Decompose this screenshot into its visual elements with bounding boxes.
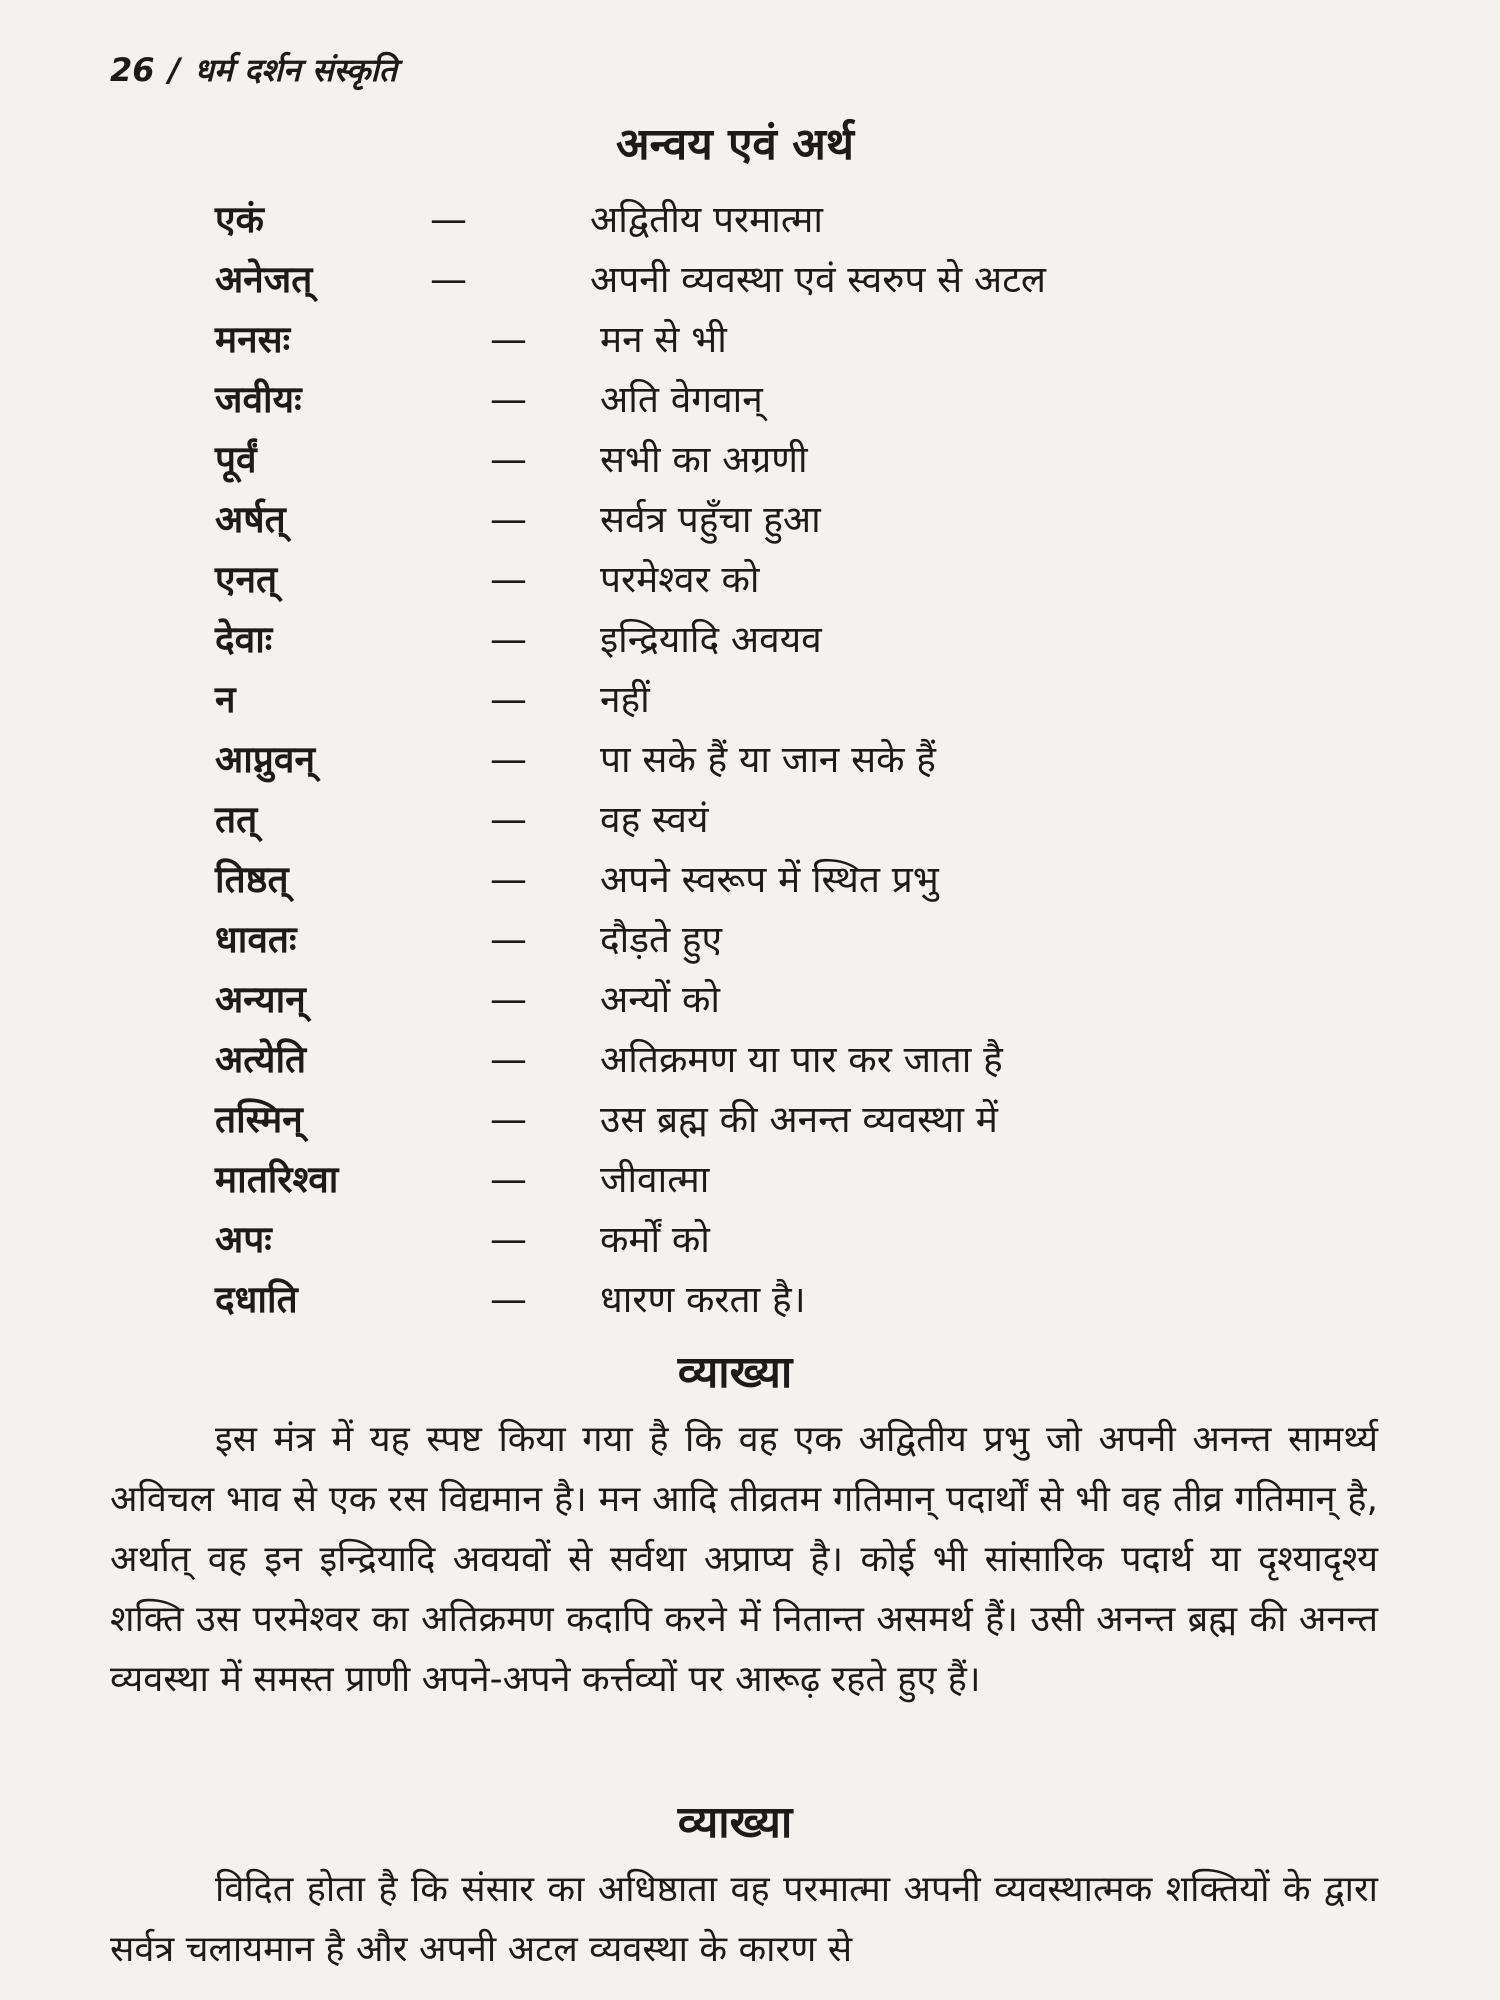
- gloss-row: [215, 970, 1215, 1030]
- gloss-row: [215, 910, 1215, 970]
- gloss-term: दधाति: [215, 1278, 298, 1321]
- gloss-term: मातरिश्वा: [215, 1158, 339, 1201]
- explanation-heading-2: व्याख्या: [677, 1797, 793, 1848]
- gloss-dash: —: [490, 1098, 527, 1141]
- gloss-term: देवाः: [215, 618, 273, 661]
- gloss-dash: —: [490, 498, 527, 541]
- gloss-term: आप्नुवन्: [215, 738, 315, 781]
- gloss-row: [215, 490, 1215, 550]
- gloss-dash: —: [430, 258, 467, 301]
- gloss-row: [215, 1150, 1215, 1210]
- gloss-dash: —: [490, 618, 527, 661]
- gloss-row: [215, 370, 1215, 430]
- gloss-meaning: अतिक्रमण या पार कर जाता है: [600, 1038, 1003, 1081]
- gloss-term: तत्: [215, 798, 258, 841]
- gloss-meaning: परमेश्वर को: [600, 558, 760, 601]
- gloss-dash: —: [490, 858, 527, 901]
- gloss-row: [215, 850, 1215, 910]
- gloss-dash: —: [490, 918, 527, 961]
- gloss-meaning: अन्यों को: [600, 978, 720, 1021]
- gloss-meaning: कर्मों को: [600, 1218, 710, 1261]
- gloss-row: [215, 1030, 1215, 1090]
- gloss-term: पूर्वं: [215, 438, 257, 481]
- gloss-dash: —: [490, 798, 527, 841]
- gloss-dash: —: [490, 678, 527, 721]
- gloss-meaning: अति वेगवान्: [600, 378, 763, 421]
- gloss-dash: —: [490, 438, 527, 481]
- gloss-meaning: अद्वितीय परमात्मा: [590, 198, 823, 241]
- page-number: 26: [110, 51, 155, 89]
- gloss-meaning: इन्द्रियादि अवयव: [600, 618, 822, 661]
- gloss-list: [215, 190, 1215, 1330]
- gloss-meaning: दौड़ते हुए: [600, 918, 722, 961]
- gloss-meaning: अपनी व्यवस्था एवं स्वरुप से अटल: [590, 258, 1046, 301]
- gloss-term: न: [215, 678, 236, 721]
- gloss-term: अत्येति: [215, 1038, 307, 1081]
- explanation-heading-1: व्याख्या: [677, 1347, 793, 1398]
- gloss-term: अर्षत्: [215, 498, 286, 541]
- running-head: [110, 48, 397, 91]
- running-head-separator: /: [168, 51, 181, 89]
- gloss-term: अन्यान्: [215, 978, 306, 1021]
- explanation-paragraph-2: विदित होता है कि संसार का अधिष्ठाता वह परमात्मा अपनी व्यवस्थात्मक शक्तियों के द्वारा सर्वत्र चलायमान है और अपनी अटल व्यवस्था के कारण से: [110, 1869, 1378, 1970]
- gloss-meaning: मन से भी: [600, 318, 727, 361]
- gloss-meaning: वह स्वयं: [600, 798, 709, 841]
- gloss-dash: —: [430, 198, 467, 241]
- gloss-term: तिष्ठत्: [215, 858, 289, 901]
- gloss-row: [215, 610, 1215, 670]
- gloss-term: अपः: [215, 1218, 272, 1261]
- gloss-term: एकं: [215, 198, 264, 241]
- gloss-term: अनेजत्: [215, 258, 313, 301]
- gloss-row: [215, 790, 1215, 850]
- gloss-term: जवीयः: [215, 378, 302, 421]
- gloss-dash: —: [490, 1038, 527, 1081]
- gloss-dash: —: [490, 1158, 527, 1201]
- gloss-meaning: जीवात्मा: [600, 1158, 710, 1201]
- gloss-meaning: अपने स्वरूप में स्थित प्रभु: [600, 858, 939, 901]
- gloss-row: [215, 430, 1215, 490]
- gloss-row: [215, 730, 1215, 790]
- book-title: धर्म दर्शन संस्कृति: [194, 51, 398, 89]
- gloss-row: [215, 1270, 1215, 1330]
- gloss-dash: —: [490, 558, 527, 601]
- gloss-term: तस्मिन्: [215, 1098, 303, 1141]
- gloss-dash: —: [490, 738, 527, 781]
- gloss-meaning: सर्वत्र पहुँचा हुआ: [600, 498, 821, 541]
- gloss-meaning: धारण करता है।: [600, 1278, 806, 1321]
- gloss-dash: —: [490, 378, 527, 421]
- gloss-row: [215, 1210, 1215, 1270]
- gloss-meaning: सभी का अग्रणी: [600, 438, 808, 481]
- gloss-dash: —: [490, 318, 527, 361]
- gloss-term: मनसः: [215, 318, 291, 361]
- gloss-row: [215, 670, 1215, 730]
- section-title: अन्वय एवं अर्थ: [616, 119, 854, 170]
- gloss-row: [215, 250, 1215, 310]
- gloss-meaning: पा सके हैं या जान सके हैं: [600, 738, 936, 781]
- gloss-term: धावतः: [215, 918, 297, 961]
- gloss-row: [215, 310, 1215, 370]
- gloss-meaning: उस ब्रह्म की अनन्त व्यवस्था में: [600, 1098, 998, 1141]
- gloss-row: [215, 190, 1215, 250]
- gloss-dash: —: [490, 978, 527, 1021]
- gloss-row: [215, 550, 1215, 610]
- gloss-row: [215, 1090, 1215, 1150]
- gloss-dash: —: [490, 1278, 527, 1321]
- gloss-meaning: नहीं: [600, 678, 650, 721]
- gloss-term: एनत्: [215, 558, 278, 601]
- gloss-dash: —: [490, 1218, 527, 1261]
- explanation-paragraph-1: इस मंत्र में यह स्पष्ट किया गया है कि वह एक अद्वितीय प्रभु जो अपनी अनन्त सामर्थ्य अविचल भाव से एक रस विद्यमान है। मन आदि तीव्रतम गतिमान् पदार्थों से भी वह तीव्र गतिमान् है, अर्थात् वह इन इन्द्रियादि अवयवों से सर्वथा अप्राप्य है। कोई भी सांसारिक पदार्थ या दृश्यादृश्य शक्ति उस परमेश्वर का अतिक्रमण कदापि करने में नितान्त असमर्थ हैं। उसी अनन्त ब्रह्म की अनन्त व्यवस्था में समस्त प्राणी अपने-अपने कर्त्तव्यों पर आरूढ़ रहते हुए हैं।: [110, 1419, 1378, 1700]
